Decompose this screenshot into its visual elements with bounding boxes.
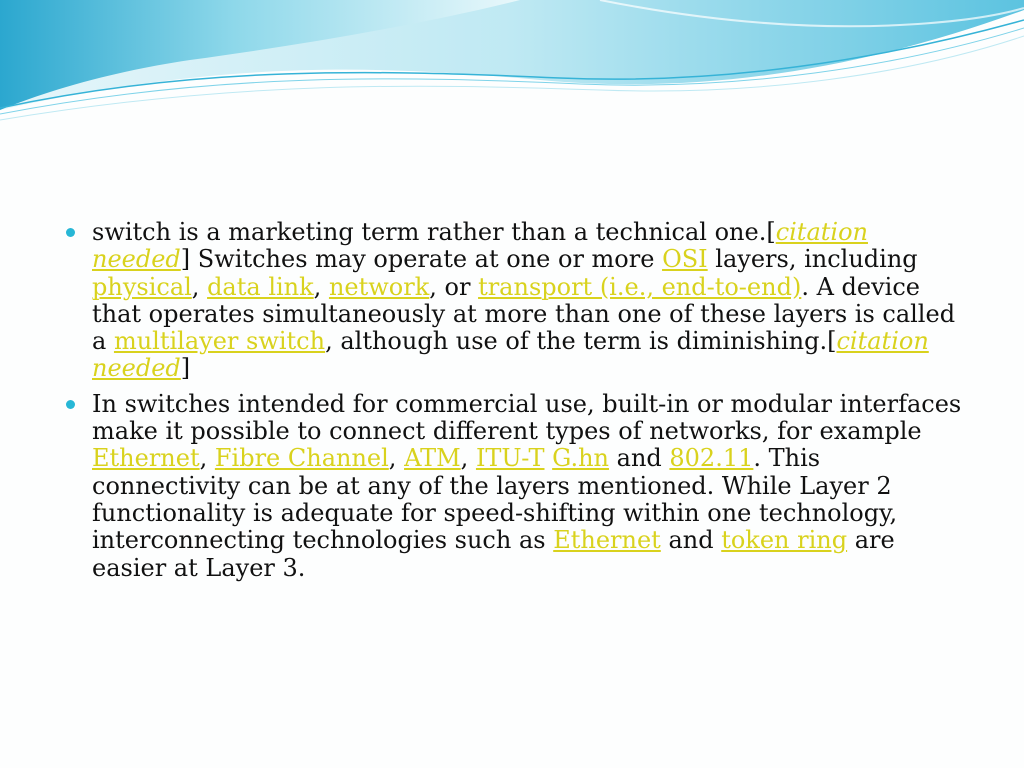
text: layers, including <box>707 245 918 274</box>
text: , or <box>429 272 479 301</box>
bullet-dot-icon <box>66 228 75 237</box>
osi-link[interactable]: OSI <box>662 245 708 274</box>
multilayer-switch-link[interactable]: multilayer switch <box>113 327 326 356</box>
atm-link[interactable]: ATM <box>404 444 461 473</box>
data-link-link[interactable]: data link <box>207 272 314 301</box>
802-11-link[interactable]: 802.11 <box>669 444 754 473</box>
text: ] <box>180 354 191 383</box>
text: , <box>460 444 476 473</box>
text: switch is a marketing term rather than a technical one.[ <box>92 218 776 246</box>
text: , <box>313 272 329 301</box>
citation-needed-link[interactable]: citation needed <box>92 327 929 383</box>
text: , <box>191 272 208 301</box>
header-wave-decoration <box>0 0 1024 130</box>
text: are easier at Layer 3. <box>92 526 895 582</box>
text: In switches intended for commercial use, built-in or modular interfaces make it possible to connect different types of networks, for example <box>92 389 962 446</box>
text: , <box>388 444 405 473</box>
token-ring-link[interactable]: token ring <box>721 526 848 555</box>
text: , although use of the term is diminishing.[ <box>325 327 837 356</box>
ethernet-link[interactable]: Ethernet <box>92 444 200 473</box>
network-link[interactable]: network <box>328 272 430 301</box>
ethernet-link[interactable]: Ethernet <box>553 526 661 555</box>
text: , <box>199 444 215 473</box>
bullet-item-2 <box>62 391 972 582</box>
physical-link[interactable]: physical <box>92 272 192 301</box>
transport-link[interactable]: transport (i.e., end-to-end) <box>478 272 802 301</box>
text: and <box>660 526 722 555</box>
itu-t-link[interactable]: ITU-T <box>475 444 545 473</box>
bullet-item-1 <box>62 219 972 383</box>
bullet-list <box>62 219 972 582</box>
slide-content <box>62 219 972 590</box>
citation-needed-link[interactable]: citation needed <box>92 218 868 274</box>
text <box>545 444 553 472</box>
g-hn-link[interactable]: G.hn <box>552 444 609 473</box>
fibre-channel-link[interactable]: Fibre Channel <box>214 444 389 473</box>
text: ] Switches may operate at one or more <box>180 245 663 274</box>
text: . A device that operates simultaneously at more than one of these layers is called a <box>92 272 956 356</box>
text: . This connectivity can be at any of the layers mentioned. While Layer 2 functionality is adequate for speed-shifting within one technology, interconnecting technologies such as <box>92 444 898 555</box>
bullet-dot-icon <box>66 400 75 409</box>
text: and <box>609 444 670 473</box>
